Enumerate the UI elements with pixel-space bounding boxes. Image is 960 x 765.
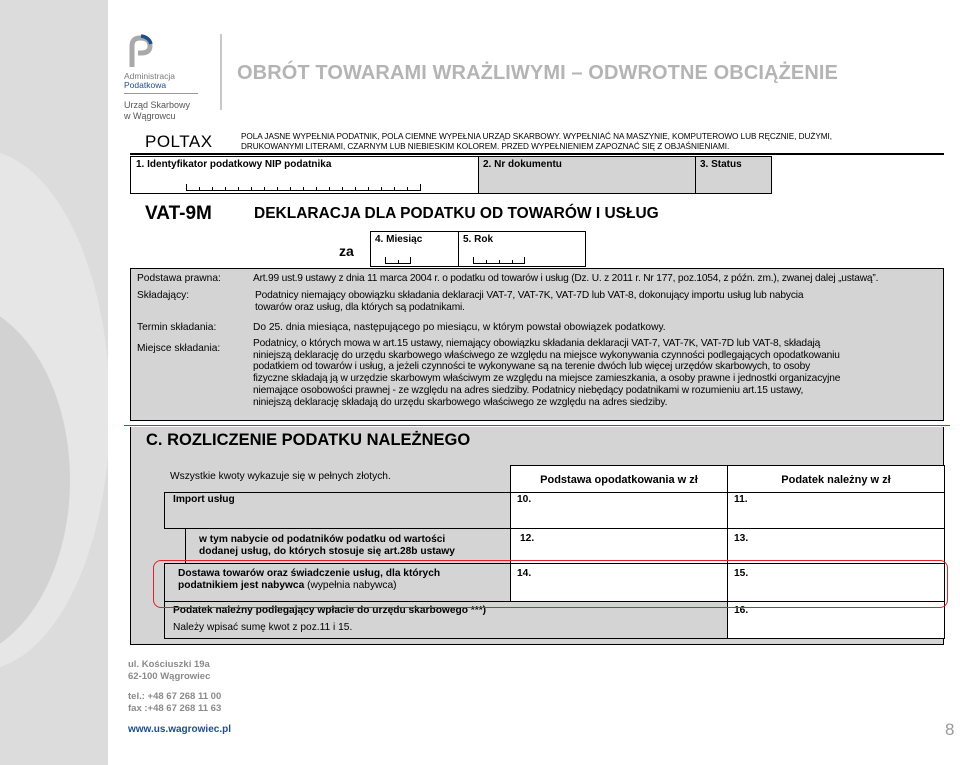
place-text-line: podatkiem od towarów i usług, a jeżeli czynności te wykonywane są na terenie dwóch lub więcej urzędów skarbowych, to osoby: [253, 361, 811, 373]
row-tax-payable-line1: Podatek należny podlegający wpłacie do urzędu skarbowego ***): [173, 605, 487, 616]
za-label: za: [339, 243, 354, 259]
column-header-tax-base-label: Podstawa opodatkowania w zł: [540, 474, 698, 486]
office-name: [124, 100, 214, 122]
amounts-note: Wszystkie kwoty wykazuje się w pełnych złotych.: [170, 471, 391, 482]
row-tax-payable-line2: Należy wpisać sumę kwot z poz.11 i 15.: [173, 622, 353, 633]
place-text: [253, 338, 840, 408]
submitter-text-line1: Podatnicy niemający obowiązku składania deklaracji VAT-7, VAT-7K, VAT-7D lub VAT-8, dokonujący importu usług lub nabycia: [255, 290, 804, 301]
footer-fax: fax :+48 67 268 11 63: [128, 703, 222, 714]
footer-street: ul. Kościuszki 19a: [128, 659, 210, 670]
field-document-number: [478, 156, 696, 194]
field-nip[interactable]: [130, 156, 479, 194]
form-instructions-line2: DRUKOWANYMI LITERAMI, CZARNYM LUB NIEBIESKIM KOLOREM. PRZED WYPEŁNIENIEM ZAPOZNAĆ SIĘ Z OBJAŚNIENIAMI.: [241, 142, 730, 151]
logo-divider: [124, 93, 198, 94]
footer-website-link[interactable]: www.us.wagrowiec.pl: [128, 724, 231, 735]
column-header-tax-due-label: Podatek należny w zł: [781, 474, 891, 486]
vat-9m-form: [130, 127, 946, 645]
field-14-number: 14.: [517, 568, 532, 579]
row-reverse-charge-line2-note: (wypełnia nabywca): [304, 580, 397, 591]
deadline-label: Termin składania:: [137, 322, 217, 333]
place-text-line: fizyczne składają ją w urzędzie skarbowym właściwym ze względu na miejsce zamieszkania, a osoby prawne i jednostki organizacyjne: [253, 373, 841, 385]
field-15-number: 15.: [734, 568, 749, 579]
logo-text-podatkowa: Podatkowa: [124, 80, 167, 90]
field-status: [695, 156, 772, 194]
field-12-number: 12.: [520, 533, 535, 544]
field-month[interactable]: [370, 231, 459, 267]
highlight-box: [153, 560, 948, 608]
field-document-number-label: 2. Nr dokumentu: [483, 159, 562, 170]
field-month-label: 4. Miesiąc: [375, 234, 423, 245]
field-10[interactable]: [510, 492, 728, 529]
header-rule: [130, 153, 944, 155]
submitter-text-line2: towarów oraz usług, dla których są podatnikami.: [255, 302, 465, 313]
field-year[interactable]: [458, 231, 586, 267]
header-separator: [220, 34, 222, 110]
row-eu-services-label: [185, 528, 511, 564]
row-eu-services-line1: w tym nabycie od podatników podatku od wartości: [199, 534, 446, 545]
column-header-tax-base: [510, 465, 728, 493]
poltax-label: POLTAX: [145, 132, 213, 151]
place-text-line: niniejszą deklarację do urzędu skarbowego właściwego ze względu na miejsce wykonywania czynności podlegających opodatkowaniu: [253, 349, 840, 361]
office-name-line1: Urząd Skarbowy: [124, 100, 191, 110]
nip-digit-boxes: [186, 184, 421, 191]
tax-administration-logo-icon: [124, 34, 154, 68]
row-import-services-text: Import usług: [173, 494, 235, 505]
field-13[interactable]: [727, 528, 945, 564]
footer-city: 62-100 Wągrowiec: [128, 671, 211, 682]
field-10-number: 10.: [517, 494, 532, 505]
row-reverse-charge-line1: Dostawa towarów oraz świadczenie usług, dla których: [178, 568, 441, 579]
field-13-number: 13.: [734, 533, 749, 544]
footer-address: [128, 659, 210, 683]
year-digit-boxes: [473, 257, 525, 264]
submitter-label: Składający:: [137, 290, 190, 301]
field-year-label: 5. Rok: [463, 234, 494, 245]
form-code: VAT-9M: [145, 203, 212, 224]
form-instructions-line1: POLA JASNE WYPEŁNIA PODATNIK, POLA CIEMNE WYPEŁNIA URZĄD SKARBOWY. WYPEŁNIAĆ NA MASZYNIE, KOMPUTEROWO LUB RĘCZNIE, DUŻYMI,: [241, 132, 832, 141]
legal-info-panel: [130, 268, 944, 421]
section-c-title: C. ROZLICZENIE PODATKU NALEŻNEGO: [146, 431, 471, 449]
field-status-label: 3. Status: [700, 159, 742, 170]
place-text-line: niemające osobowości prawnej - ze względu na adres siedziby. Podatnicy niebędący podatnikami w rozumieniu art.15 ustawy,: [253, 384, 804, 396]
footer-tel: tel.: +48 67 268 11 00: [128, 691, 222, 702]
highlight-line: [124, 425, 950, 426]
footer-contact: [128, 691, 221, 715]
declaration-title: DEKLARACJA DLA PODATKU OD TOWARÓW I USŁUG: [254, 205, 659, 222]
place-text-line: niniejszą deklarację składają do urzędu skarbowego właściwego ze względu na adres siedziby.: [253, 396, 668, 408]
month-digit-boxes: [385, 257, 411, 264]
row-import-services-label: [164, 492, 511, 529]
place-text-line: Podatnicy, o których mowa w art.15 ustawy, niemający obowiązku składania deklaracji VAT-7, VAT-7K, VAT-7D lub VAT-8, składają: [253, 338, 821, 349]
place-label: Miejsce składania:: [137, 343, 221, 354]
legal-basis-text: Art.99 ust.9 ustawy z dnia 11 marca 2004 r. o podatku od towarów i usług (Dz. U. z 2011 r. Nr 177, poz.1054, z późn. zm.), zwanej dalej „ustawą”.: [253, 273, 879, 284]
section-c-panel: [130, 427, 944, 645]
row-eu-services-line2: dodanej usług, do których stosuje się art.28b ustawy: [199, 546, 455, 557]
page-number: 8: [945, 720, 955, 739]
column-header-tax-due: [727, 465, 945, 493]
decorative-side-band: [0, 0, 108, 765]
slide-title: OBRÓT TOWARAMI WRAŻLIWYMI – ODWROTNE OBCIĄŻENIE: [237, 62, 838, 84]
legal-basis-label: Podstawa prawna:: [137, 273, 221, 284]
office-name-line2: w Wągrowcu: [124, 111, 176, 121]
field-12[interactable]: [510, 528, 728, 564]
row-reverse-charge-line2-bold: podatnikiem jest nabywca: [178, 580, 305, 591]
field-11-number: 11.: [734, 494, 748, 505]
field-nip-label: 1. Identyfikator podatkowy NIP podatnika: [136, 159, 332, 170]
field-11[interactable]: [727, 492, 945, 529]
deadline-text: Do 25. dnia miesiąca, następującego po miesiącu, w którym powstał obowiązek podatkowy.: [253, 322, 666, 333]
logo-text-administracja: Administracja: [124, 71, 176, 81]
field-16-number: 16.: [734, 605, 749, 616]
